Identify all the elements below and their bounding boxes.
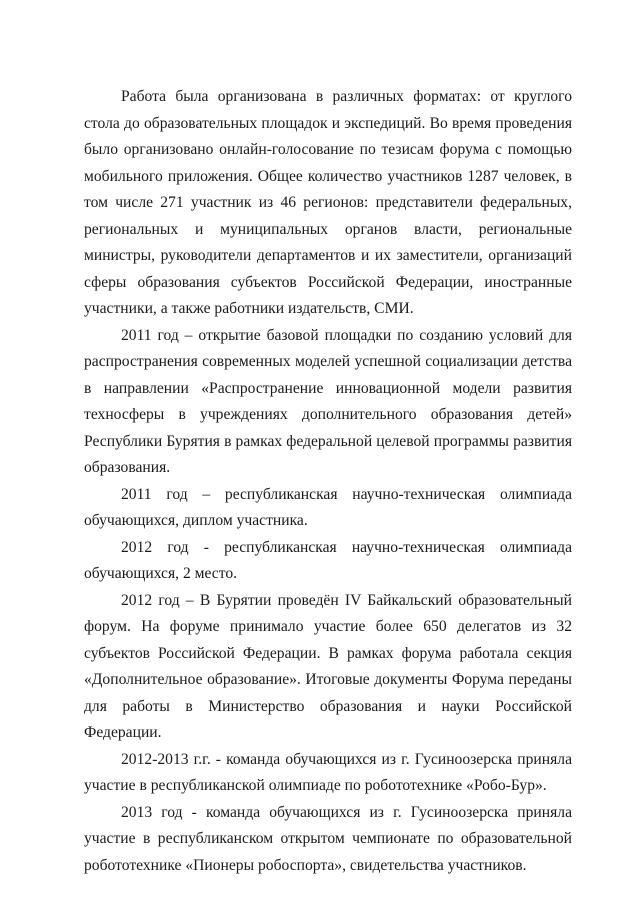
- paragraph-2011-olympiad: 2011 год – республиканская научно-техническая олимпиада обучающихся, диплом участника.: [84, 485, 572, 529]
- paragraph-forum-formats: Работа была организована в различных форматах: от круглого стола до образовательных площадок и экспедиций. Во время проведения было организовано онлайн-голосование по тезисам форума с помощью мобильного приложения. Общее количество участников 1287 человек, в том числе 271 участник из 46 регионов: представители федеральных, региональных и муниципальных органов власти, региональные министры, руководители департаментов и их заместители, организаций сферы образования субъектов Российской Федерации, иностранные участники, а также работники издательств, СМИ.: [84, 88, 572, 317]
- paragraph-2012-baikal-forum: 2012 год – В Бурятии проведён IV Байкальский образовательный форум. На форуме принимало участие более 650 делегатов из 32 субъектов Российской Федерации. В рамках форума работала секция «Дополнительное образование». Итоговые документы Форума переданы для работы в Министерство образования и науки Российской Федерации.: [84, 591, 572, 741]
- paragraph-2012-olympiad: 2012 год - республиканская научно-техническая олимпиада обучающихся, 2 место.: [84, 538, 572, 582]
- document-body: [84, 84, 572, 879]
- paragraph-2012-2013-robo-bur: 2012-2013 г.г. - команда обучающихся из г. Гусиноозерска приняла участие в республиканской олимпиаде по робототехнике «Робо-Бур».: [84, 750, 572, 794]
- paragraph-2013-championship: 2013 год - команда обучающихся из г. Гусиноозерска приняла участие в республиканском открытом чемпионате по образовательной робототехнике «Пионеры робоспорта», свидетельства участников.: [84, 803, 572, 874]
- paragraph-2011-base-platform: 2011 год – открытие базовой площадки по созданию условий для распространения современных моделей успешной социализации детства в направлении «Распространение инновационной модели развития техносферы в учреждениях дополнительного образования детей» Республики Бурятия в рамках федеральной целевой программы развития образования.: [84, 326, 572, 476]
